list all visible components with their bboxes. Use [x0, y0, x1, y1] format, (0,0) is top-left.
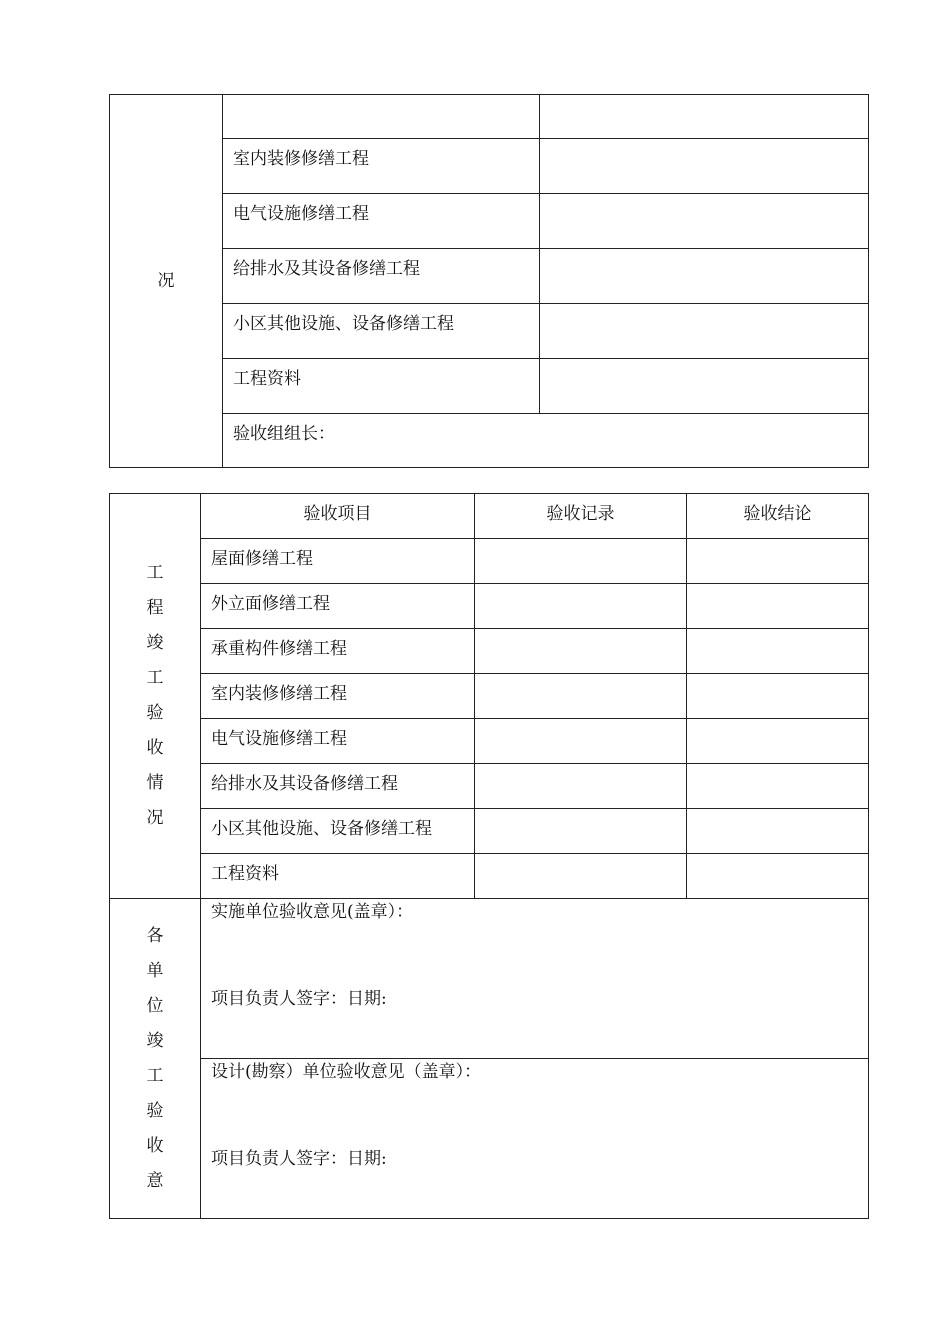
acceptance-table-upper: [109, 94, 869, 468]
side-char: 情: [146, 773, 164, 793]
opinion-side-char: 单: [146, 960, 164, 981]
row-record[interactable]: [475, 809, 687, 854]
side-char: 验: [146, 703, 164, 723]
upper-row-item: [223, 95, 540, 139]
row-item: 室内装修修缮工程: [201, 674, 475, 719]
acceptance-table-lower: [109, 493, 869, 1219]
side-char: 工: [146, 563, 164, 583]
header-item: 验收项目: [201, 494, 475, 539]
row-record[interactable]: [475, 764, 687, 809]
upper-side-label: [110, 95, 223, 468]
row-conclusion[interactable]: [687, 764, 869, 809]
upper-row-item: 工程资料: [223, 359, 540, 414]
row-conclusion[interactable]: [687, 629, 869, 674]
upper-row-value[interactable]: [540, 194, 869, 249]
row-item: 承重构件修缮工程: [201, 629, 475, 674]
opinion-side-char: 位: [146, 995, 164, 1016]
row-conclusion[interactable]: [687, 809, 869, 854]
acceptance-leader-label: 验收组组长：: [233, 424, 335, 444]
row-record[interactable]: [475, 674, 687, 719]
row-conclusion[interactable]: [687, 719, 869, 764]
side-char: 工: [146, 668, 164, 688]
row-record[interactable]: [475, 719, 687, 764]
completion-side-label: [110, 494, 201, 899]
acceptance-leader-field[interactable]: [223, 414, 869, 468]
header-record: 验收记录: [475, 494, 687, 539]
row-record[interactable]: [475, 584, 687, 629]
opinion-side-char: 验: [146, 1100, 164, 1121]
row-item: 屋面修缮工程: [201, 539, 475, 584]
upper-row-item: 室内装修修缮工程: [223, 139, 540, 194]
row-record[interactable]: [475, 854, 687, 899]
side-char: 竣: [146, 633, 164, 653]
upper-row-item: 电气设施修缮工程: [223, 194, 540, 249]
upper-row-item: 小区其他设施、设备修缮工程: [223, 304, 540, 359]
side-char: 况: [146, 808, 164, 828]
row-item: 外立面修缮工程: [201, 584, 475, 629]
opinion-side-char: 收: [146, 1135, 164, 1156]
side-char: 收: [146, 738, 164, 758]
opinion-title: 设计(勘察）单位验收意见（盖章）：: [211, 1062, 482, 1082]
opinion-side-char: 各: [146, 925, 164, 946]
opinion-signature-line: 项目负责人签字：日期:: [211, 1149, 387, 1169]
opinion-signature-line: 项目负责人签字：日期:: [211, 989, 387, 1009]
upper-row-value[interactable]: [540, 359, 869, 414]
side-char: 程: [146, 598, 164, 618]
row-conclusion[interactable]: [687, 584, 869, 629]
row-record[interactable]: [475, 629, 687, 674]
design-unit-opinion[interactable]: [201, 1059, 869, 1219]
opinion-side-label: [110, 899, 201, 1219]
row-conclusion[interactable]: [687, 539, 869, 584]
implementation-unit-opinion[interactable]: [201, 899, 869, 1059]
upper-row-value[interactable]: [540, 304, 869, 359]
row-conclusion[interactable]: [687, 854, 869, 899]
row-item: 小区其他设施、设备修缮工程: [201, 809, 475, 854]
row-conclusion[interactable]: [687, 674, 869, 719]
row-item: 电气设施修缮工程: [201, 719, 475, 764]
header-conclusion: 验收结论: [687, 494, 869, 539]
row-item: 工程资料: [201, 854, 475, 899]
opinion-title: 实施单位验收意见(盖章）：: [211, 902, 414, 922]
opinion-side-char: 意: [146, 1170, 164, 1191]
row-record[interactable]: [475, 539, 687, 584]
opinion-side-char: 工: [146, 1065, 164, 1086]
upper-side-label-text: 况: [157, 271, 175, 291]
row-item: 给排水及其设备修缮工程: [201, 764, 475, 809]
upper-row-value[interactable]: [540, 249, 869, 304]
upper-row-value[interactable]: [540, 95, 869, 139]
upper-row-value[interactable]: [540, 139, 869, 194]
upper-row-item: 给排水及其设备修缮工程: [223, 249, 540, 304]
opinion-side-char: 竣: [146, 1030, 164, 1051]
